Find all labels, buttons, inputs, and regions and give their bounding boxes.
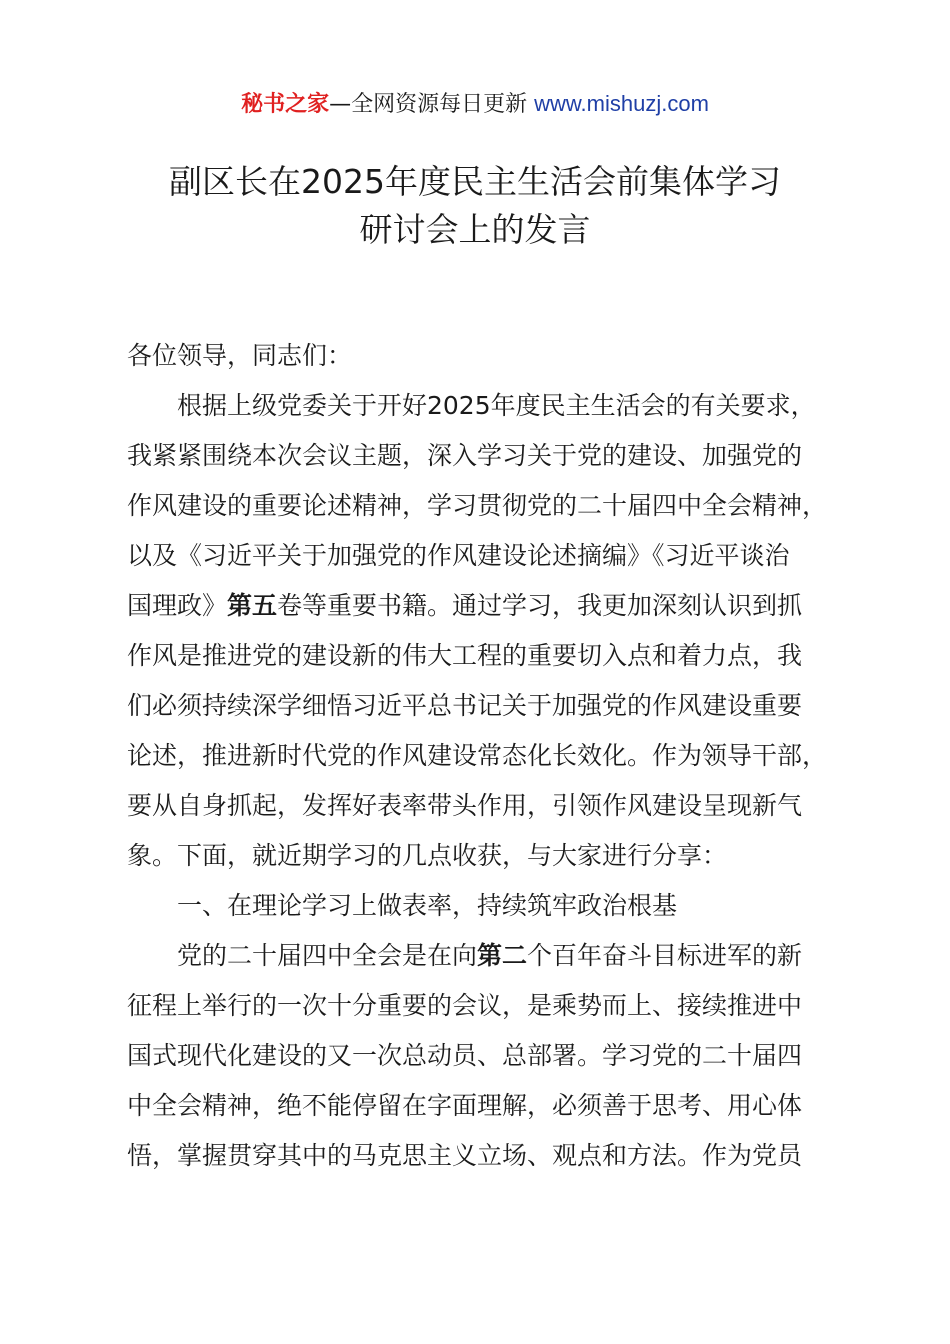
text-span: 党的二十届四中全会是在向	[177, 941, 478, 970]
paragraph-line: 们必须持续深学细悟习近平总书记关于加强党的作风建设重要	[127, 691, 803, 720]
paragraph-line: 国式现代化建设的又一次总动员、总部署。学习党的二十届四	[127, 1041, 803, 1070]
header-tagline: —全网资源每日更新	[329, 92, 535, 117]
paragraph-line: 论述，推进新时代党的作风建设常态化长效化。作为领导干部，	[127, 741, 828, 770]
salutation: 各位领导，同志们：	[127, 341, 353, 370]
paragraph-2	[127, 931, 847, 1181]
paragraph-line: 作风是推进党的建设新的伟大工程的重要切入点和着力点，我	[127, 641, 803, 670]
title-line-1: 副区长在2025年度民主生活会前集体学习	[169, 162, 781, 201]
document-body	[127, 331, 847, 1181]
text-span: 国理政》	[127, 591, 228, 620]
bold-text: 第五	[227, 591, 278, 620]
brand-name: 秘书之家	[241, 92, 330, 117]
paragraph-line: 悟，掌握贯穿其中的马克思主义立场、观点和方法。作为党员	[127, 1141, 803, 1170]
text-span: 个百年奋斗目标进军的新	[527, 941, 803, 970]
paragraph-line: 中全会精神，绝不能停留在字面理解，必须善于思考、用心体	[127, 1091, 803, 1120]
paragraph-1	[127, 381, 847, 881]
paragraph-line: 作风建设的重要论述精神，学习贯彻党的二十届四中全会精神，	[127, 491, 828, 520]
paragraph-line: 征程上举行的一次十分重要的会议，是乘势而上、接续推进中	[127, 991, 803, 1020]
paragraph-line: 象。下面，就近期学习的几点收获，与大家进行分享：	[127, 841, 728, 870]
site-url-link[interactable]: www.mishuzj.com	[534, 91, 709, 116]
title-line-2: 研讨会上的发言	[359, 210, 591, 249]
paragraph-line: 要从自身抓起，发挥好表率带头作用，引领作风建设呈现新气	[127, 791, 803, 820]
paragraph-line: 以及《习近平关于加强党的作风建设论述摘编》《习近平谈治	[127, 541, 790, 570]
text-span: 卷等重要书籍。通过学习，我更加深刻认识到抓	[277, 591, 803, 620]
section-heading-1: 一、在理论学习上做表率，持续筑牢政治根基	[177, 891, 678, 920]
paragraph-line	[127, 931, 847, 981]
paragraph-line: 我紧紧围绕本次会议主题，深入学习关于党的建设、加强党的	[127, 441, 803, 470]
paragraph-line: 根据上级党委关于开好2025年度民主生活会的有关要求，	[177, 391, 816, 420]
paragraph-line	[127, 581, 847, 631]
bold-text: 第二	[477, 941, 528, 970]
site-header	[0, 86, 950, 123]
document-title	[0, 158, 950, 254]
